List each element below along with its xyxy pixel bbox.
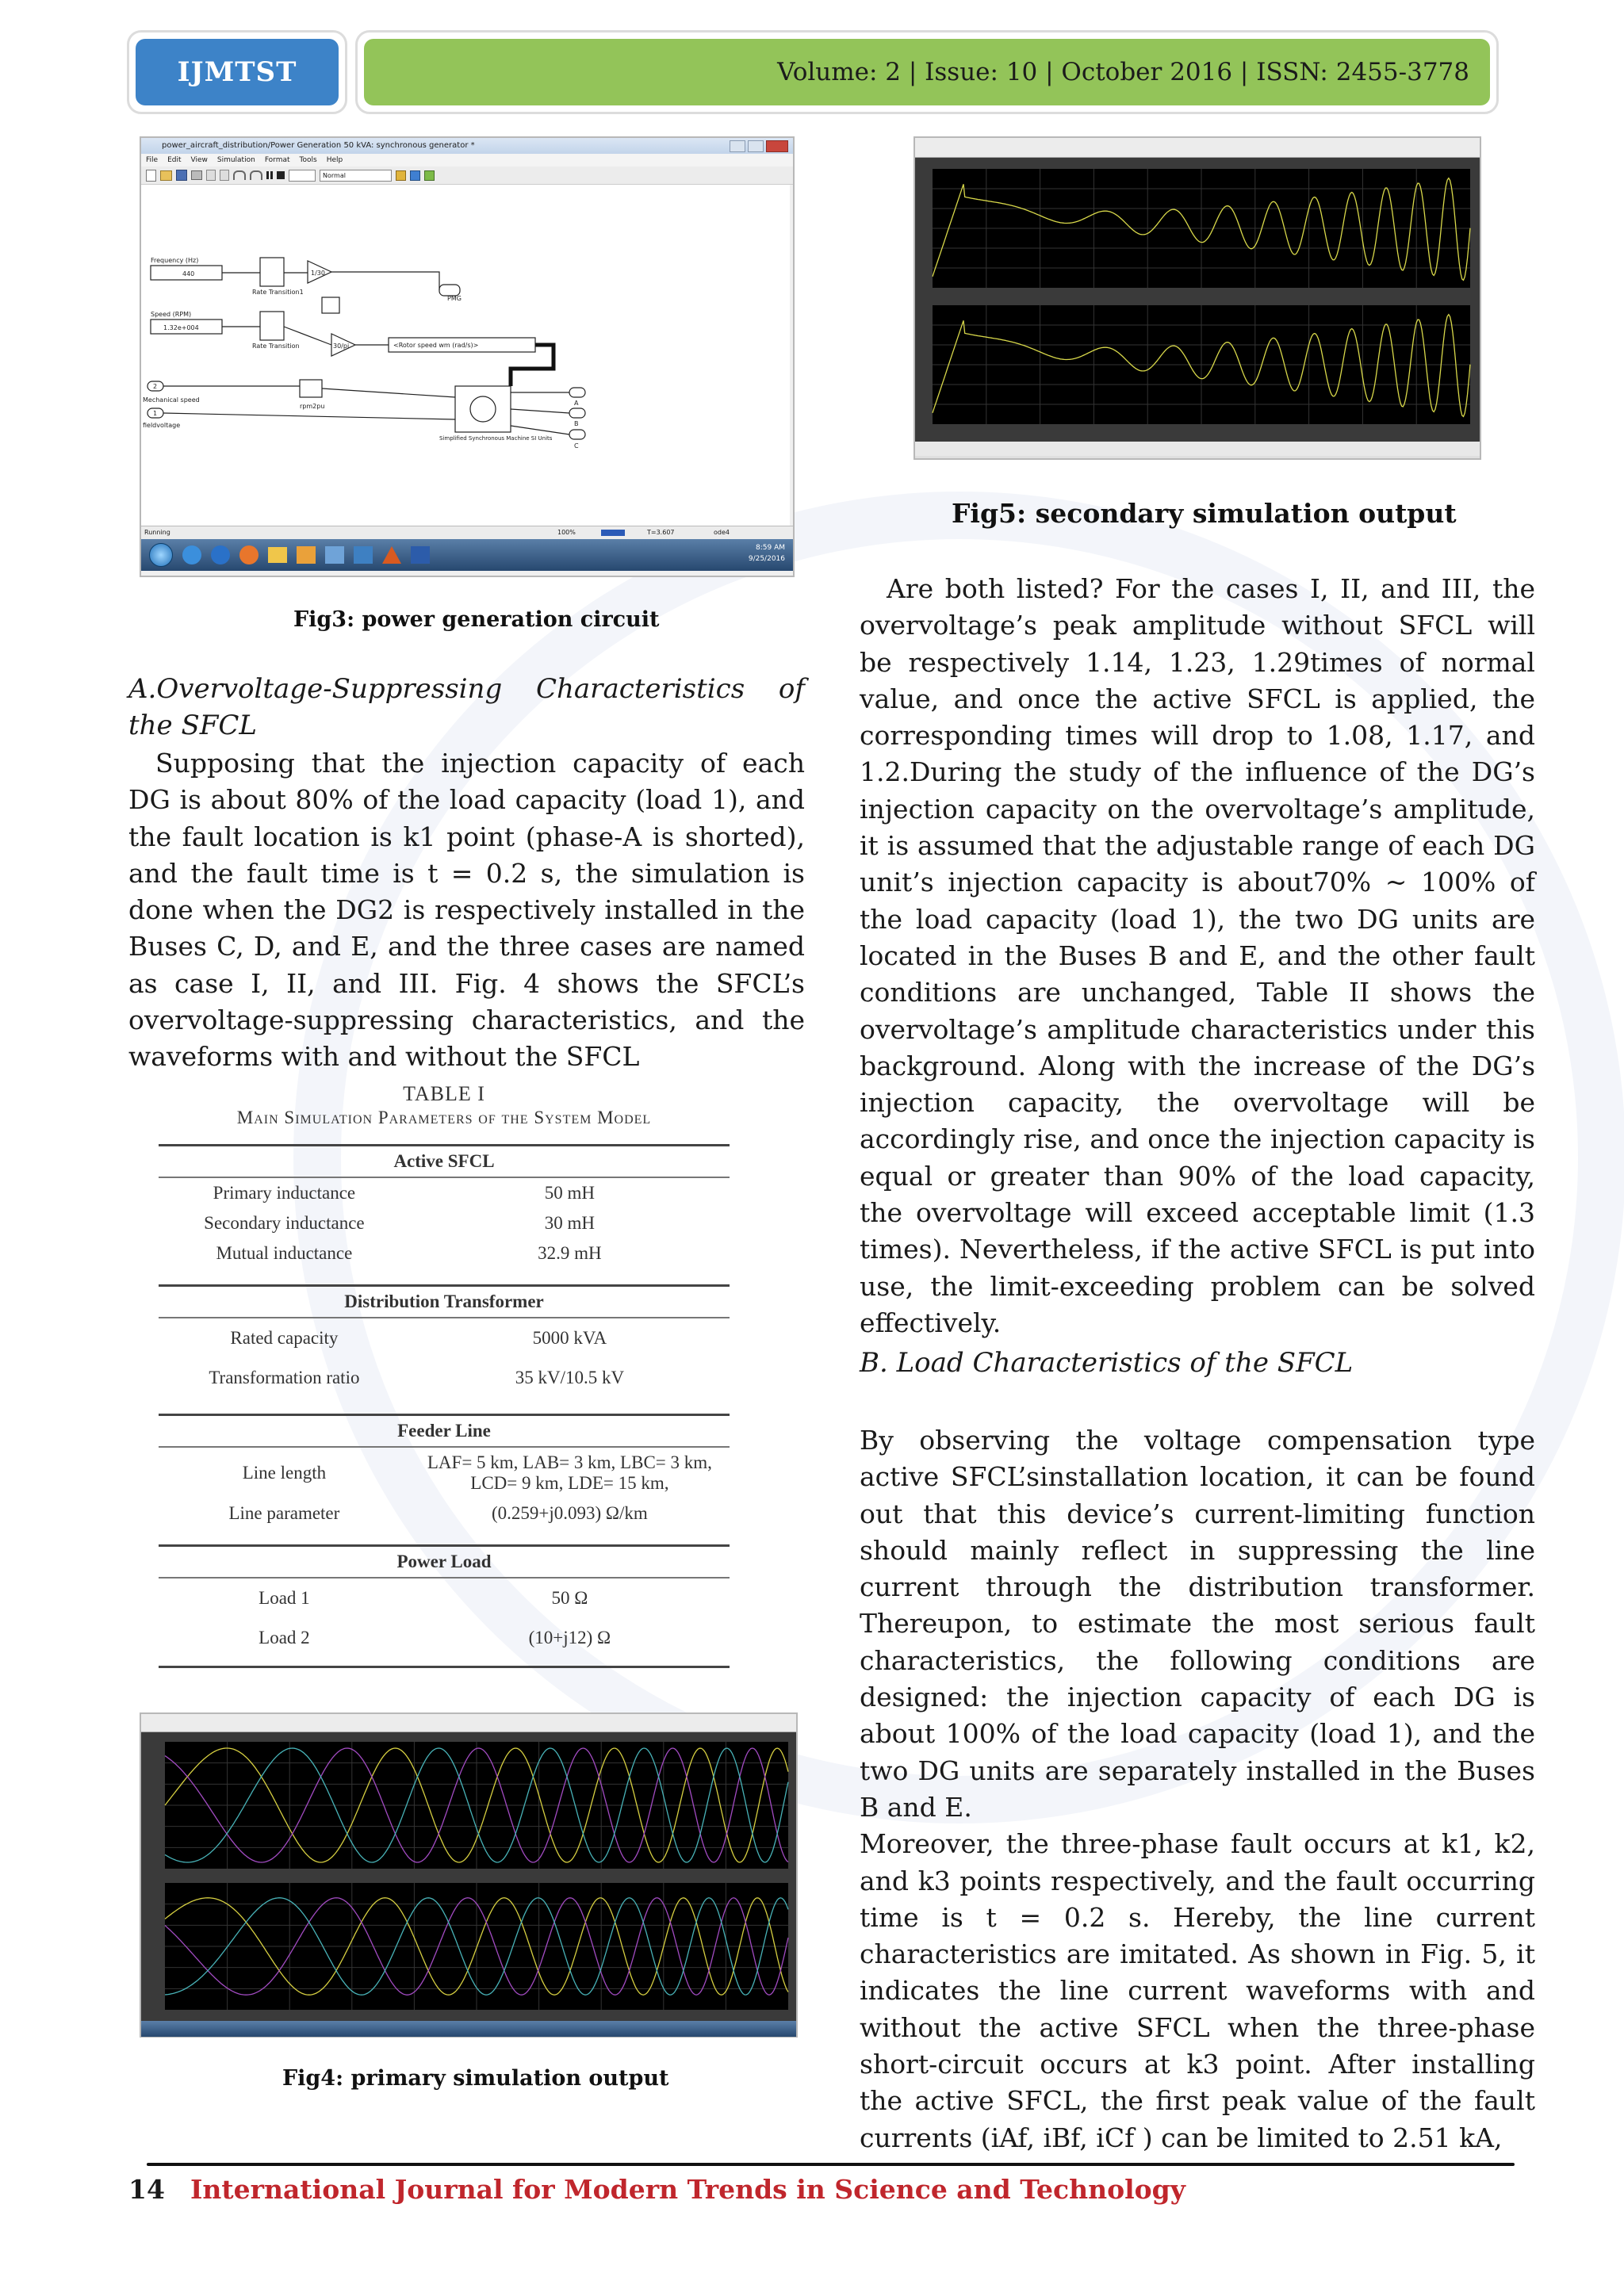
app-icon-3[interactable]: [354, 546, 373, 564]
status-state: Running: [144, 529, 170, 536]
menu-help[interactable]: Help: [326, 156, 343, 164]
ie-icon[interactable]: [182, 545, 201, 564]
table-section-active-sfcl: Active SFCL: [159, 1144, 730, 1178]
rate-transition-label: Rate Transition: [252, 342, 300, 350]
print-icon[interactable]: [191, 170, 202, 180]
speed-value: 1.32e+004: [163, 324, 199, 331]
rate-transition-block: [260, 312, 284, 340]
app-icon-1[interactable]: [297, 546, 316, 564]
footer-rule: [147, 2163, 1515, 2166]
windows-taskbar: [141, 539, 793, 571]
journal-abbr: IJMTST: [136, 39, 339, 105]
fig4-caption: Fig4: primary simulation output: [282, 2066, 669, 2091]
table-row: Rated capacity 5000 kVA: [230, 1328, 607, 1348]
rate-transition1-label: Rate Transition1: [252, 289, 304, 296]
rotor-speed-label: <Rotor speed wm (rad/s)>: [393, 342, 479, 349]
table-section-feeder-line: Feeder Line: [159, 1414, 730, 1448]
fig3-toolbar: [141, 166, 793, 185]
menu-tools[interactable]: Tools: [299, 156, 317, 164]
fig5-statusbar: [915, 442, 1480, 456]
table-row: Mutual inductance 32.9 mH: [216, 1243, 602, 1263]
frequency-label: Frequency (Hz): [151, 257, 199, 264]
inport-1-label: 1: [153, 410, 158, 417]
fig5-scope-window: [914, 136, 1481, 460]
menu-edit[interactable]: Edit: [167, 156, 182, 164]
progress-bar: [601, 530, 625, 536]
media-player-icon[interactable]: [211, 545, 230, 564]
table-row: Line length LAF= 5 km, LAB= 3 km, LBC= 3 km, LCD= 9 km, LDE= 15 km,: [242, 1452, 712, 1493]
cut-icon[interactable]: [206, 170, 216, 181]
start-button[interactable]: [149, 543, 173, 567]
open-icon[interactable]: [160, 170, 172, 181]
table-row: Secondary inductance 30 mH: [204, 1213, 596, 1233]
maximize-icon[interactable]: [748, 140, 764, 152]
explorer-icon[interactable]: [424, 170, 435, 181]
clock-date: 9/25/2016: [748, 555, 785, 563]
fig4-scope-window: [140, 1712, 798, 2038]
fig3-block-diagram: [141, 185, 790, 526]
close-icon[interactable]: [766, 140, 788, 152]
status-time: T=3.607: [647, 529, 675, 536]
rate-transition1-block: [260, 258, 284, 286]
right-column-body: [860, 571, 1535, 1341]
save-icon[interactable]: [176, 170, 187, 181]
stop-time-field[interactable]: [289, 170, 316, 182]
explorer-folder-icon[interactable]: [268, 547, 287, 563]
window-controls: [730, 140, 788, 152]
gain-1-30-label: 1/30: [311, 270, 325, 277]
section-a-paragraph: Supposing that the injection capacity of each DG is about 80% of the load capacity (load 1), and the fault location is k1 point (phase-A is shorted), and the fault time is t = 0.2 s, the simulation is done when the DG2 is respectively installed in the Buses C, D, and E, and the three cases are named as case I, II, and III. Fig. 4 shows the SFCL’s overvoltage-suppressing characteristics, and the waveforms with and without the SFCL: [128, 748, 805, 1073]
fig3-screenshot: [140, 136, 795, 577]
table-section-power-load: Power Load: [159, 1544, 730, 1578]
menu-format[interactable]: Format: [264, 156, 290, 164]
copy-icon[interactable]: [220, 170, 229, 181]
rpm2pu-block: [300, 380, 322, 397]
page-number: 14: [128, 2174, 165, 2205]
menu-file[interactable]: File: [146, 156, 159, 164]
machine-label: Simplified Synchronous Machine SI Units: [439, 435, 553, 442]
out-c-label: C: [574, 442, 579, 450]
frequency-value: 440: [182, 270, 195, 277]
right-paragraph-1: Are both listed? For the cases I, II, and III, the overvoltage’s peak amplitude without SFCL will be respectively 1.14, 1.23, 1.29times of normal value, and once the active SFCL is applied, the corresponding times will drop to 1.08, 1.17, and 1.2.During the study of the influence of the DG’s injection capacity on the overvoltage’s amplitude, it is assumed that the adjustable range of each DG unit’s injection capacity is about70% ~ 100% of the load capacity (load 1), the two DG units are located in the Buses B and E, and the other fault conditions are unchanged, Table II shows the overvoltage’s amplitude characteristics under this background. Along with the increase of the DG’s injection capacity, the overvoltage will be accordingly rise, and once the injection capacity is equal or greater than 90% of the load capacity, the overvoltage will exceed acceptable limit (1.3 times). Nevertheless, if the active SFCL is put into use, the limit-exceeding problem can be solved effectively.: [860, 573, 1535, 1338]
rpm2pu-label: rpm2pu: [300, 403, 325, 410]
fig3-caption: Fig3: power generation circuit: [293, 607, 660, 632]
speed-label: Speed (RPM): [151, 311, 192, 318]
undo-icon[interactable]: [233, 170, 246, 180]
redo-icon[interactable]: [250, 170, 262, 180]
menu-simulation[interactable]: Simulation: [216, 156, 255, 164]
matlab-icon[interactable]: [382, 546, 401, 564]
table-bottom-rule: [159, 1666, 730, 1668]
pmg-label: PMG: [447, 295, 462, 302]
field-voltage-label: fieldvoltage: [143, 422, 181, 429]
new-icon[interactable]: [146, 170, 156, 182]
inport-2-label: 2: [153, 383, 158, 390]
table-row: Transformation ratio 35 kV/10.5 kV: [209, 1368, 625, 1387]
table-title: TABLE I: [403, 1082, 485, 1105]
library-icon[interactable]: [410, 170, 420, 181]
footer-journal-title: International Journal for Modern Trends in Science and Technology: [190, 2174, 1185, 2205]
journal-abbr-badge: [127, 30, 347, 114]
table-1: [159, 1082, 730, 1668]
fig4-taskbar: [141, 2021, 796, 2037]
table-row: Load 1 50 Ω: [259, 1588, 588, 1608]
menu-view[interactable]: View: [190, 156, 208, 164]
table-row: Primary inductance 50 mH: [213, 1183, 596, 1203]
taskbar-clock: [749, 542, 785, 564]
out-a-label: A: [574, 400, 579, 407]
table-row: Line parameter (0.259+j0.093) Ω/km: [228, 1503, 648, 1523]
fig3-titlebar: [141, 138, 793, 154]
word-icon[interactable]: [411, 546, 430, 564]
stop-icon[interactable]: [277, 171, 285, 179]
fig5-caption: Fig5: secondary simulation output: [952, 498, 1457, 529]
fig4-toolbar: [141, 1714, 796, 1732]
gain-30-pi-label: 30/pi: [333, 342, 350, 350]
synchronous-machine-block: [455, 386, 511, 432]
clock-time: 8:59 AM: [756, 544, 785, 552]
minimize-icon[interactable]: [730, 140, 745, 152]
table-row: Load 2 (10+j12) Ω: [259, 1628, 611, 1647]
out-b-label: B: [574, 420, 579, 427]
fig3-statusbar: [141, 526, 793, 539]
right-paragraph-3: Moreover, the three-phase fault occurs at k1, k2, and k3 points respectively, and the fault occurring time is t = 0.2 s. Hereby, the line current characteristics are imitated. As shown in Fig. 5, it indicates the line current waveforms with and without the active SFCL when the three-phase short-circuit occurs at k3 point. After installing the active SFCL, the first peak value of the fault currents (iAf, iBf, iCf ) can be limited to 2.51 kA,: [860, 1828, 1535, 2153]
status-zoom: 100%: [557, 529, 576, 536]
issue-info: Volume: 2 | Issue: 10 | October 2016 | ISSN: 2455-3778: [364, 39, 1490, 105]
section-a-heading: A.Overvoltage-Suppressing Characteristics of the SFCL: [128, 673, 805, 741]
table-section-distribution-transformer: Distribution Transformer: [159, 1284, 730, 1318]
section-a-body: [128, 745, 805, 1076]
fig5-plot: [915, 158, 1480, 442]
right-paragraph-2: By observing the voltage compensation type active SFCL’sinstallation location, it can be found out that this device’s current-limiting function should mainly reflect in suppressing the line current through the distribution transformer. Thereupon, to estimate the most serious fault characteristics, the following conditions are designed: the injection capacity of each DG is about 100% of the load capacity (load 1), and the two DG units are separately installed in the Buses B and E.: [860, 1425, 1535, 1823]
issue-info-banner: [355, 30, 1499, 114]
sim-mode-select[interactable]: Normal: [320, 170, 392, 182]
right-column-body-2: [860, 1422, 1535, 2156]
pause-icon[interactable]: [266, 171, 273, 179]
firefox-icon[interactable]: [239, 545, 259, 564]
build-icon[interactable]: [396, 170, 406, 181]
fig4-plot: [141, 1732, 796, 2021]
section-b-heading: B. Load Characteristics of the SFCL: [860, 1347, 1354, 1379]
fig5-toolbar: [915, 138, 1480, 158]
fig3-window-title: power_aircraft_distribution/Power Generation 50 kVA: synchronous generator *: [162, 141, 475, 150]
mech-speed-label: Mechanical speed: [143, 396, 200, 404]
app-icon-2[interactable]: [325, 546, 344, 564]
table-subtitle: Main Simulation Parameters of the System Model: [236, 1108, 652, 1127]
fig3-menubar: [141, 154, 793, 166]
status-solver: ode4: [714, 529, 730, 536]
